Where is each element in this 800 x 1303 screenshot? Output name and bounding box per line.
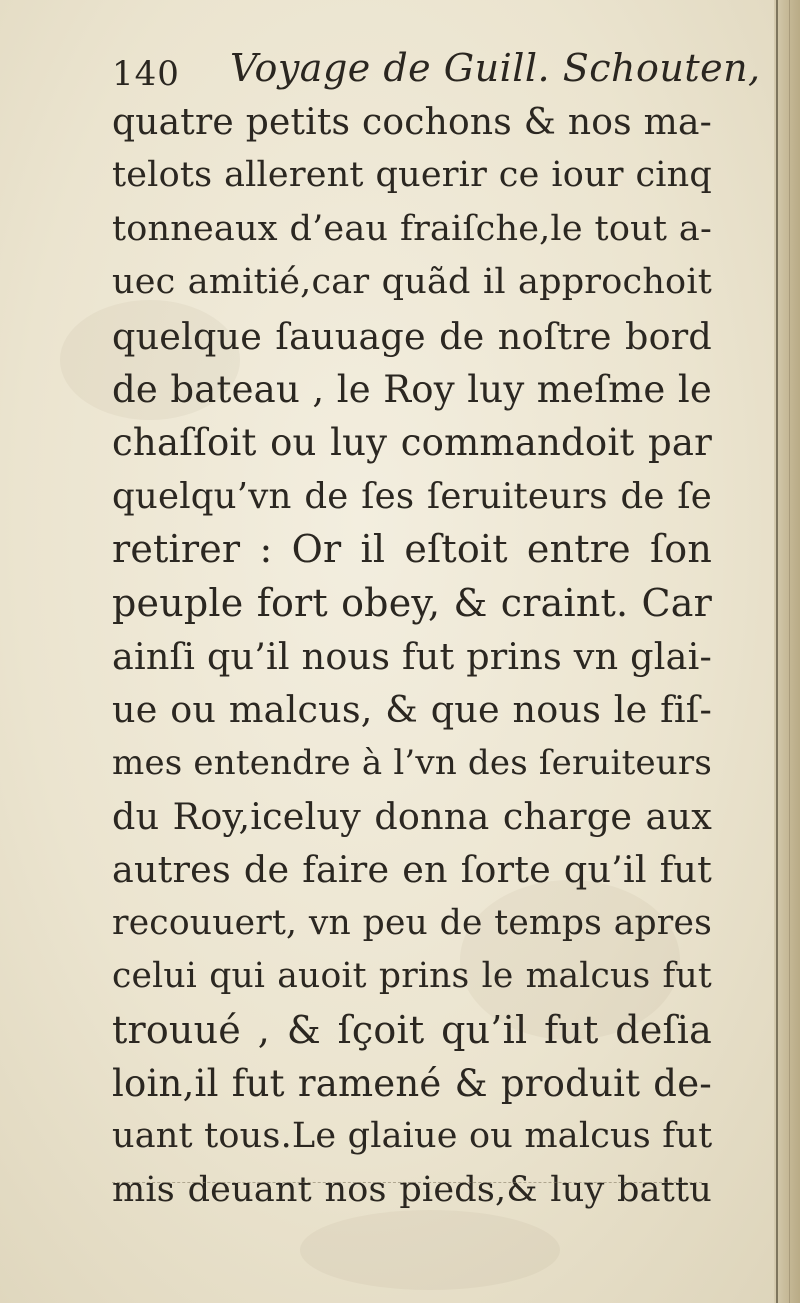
body-text <box>112 96 712 1217</box>
text-line: quatre petits cochons & nos ma- <box>112 102 712 143</box>
text-line: loin,il fut ramené & produit de- <box>112 1062 712 1106</box>
binding-edge-line <box>789 0 790 1303</box>
text-line: de bateau , le Roy luy meſme le <box>112 367 712 411</box>
text-line: peuple fort obey, & craint. Car <box>112 580 712 625</box>
text-line: quelqu’vn de ſes ſeruiteurs de ſe <box>112 475 712 517</box>
binding-edge-line <box>776 0 778 1303</box>
text-line: ainſi qu’il nous fut prins vn glai- <box>112 634 712 678</box>
page-number: 140 <box>112 54 180 94</box>
running-title: Voyage de Guill. Schouten, <box>230 46 761 90</box>
text-line: chaſſoit ou luy commandoit par <box>112 421 712 465</box>
text-line: ue ou malcus, & que nous le fiſ- <box>112 688 712 732</box>
text-line: retirer : Or il eſtoit entre ſon <box>112 527 712 572</box>
text-line: uec amitié,car quãd il approchoit <box>112 262 712 303</box>
text-line: recouuert, vn peu de temps apres <box>112 902 712 943</box>
text-line: tonneaux d’eau fraiſche,le tout a- <box>112 208 712 249</box>
text-line: mis deuant nos pieds,& luy battu <box>112 1169 712 1210</box>
paper-stain <box>300 1210 560 1290</box>
text-line: uant tous.Le glaiue ou malcus fut <box>112 1116 713 1157</box>
text-line: mes entendre à l’vn des ſeruiteurs <box>112 742 712 783</box>
text-line: quelque ſauuage de noſtre bord <box>112 314 712 358</box>
page-header <box>112 40 761 100</box>
text-line: trouué , & ſçoit qu’il fut deſia <box>112 1007 712 1052</box>
text-line: telots allerent querir ce iour cinq <box>112 155 712 196</box>
bottom-rule <box>112 1182 702 1183</box>
text-line: autres de faire en ſorte qu’il fut <box>112 848 712 892</box>
text-line: celui qui auoit prins le malcus fut <box>112 956 712 997</box>
text-line: du Roy,iceluy donna charge aux <box>112 795 712 839</box>
